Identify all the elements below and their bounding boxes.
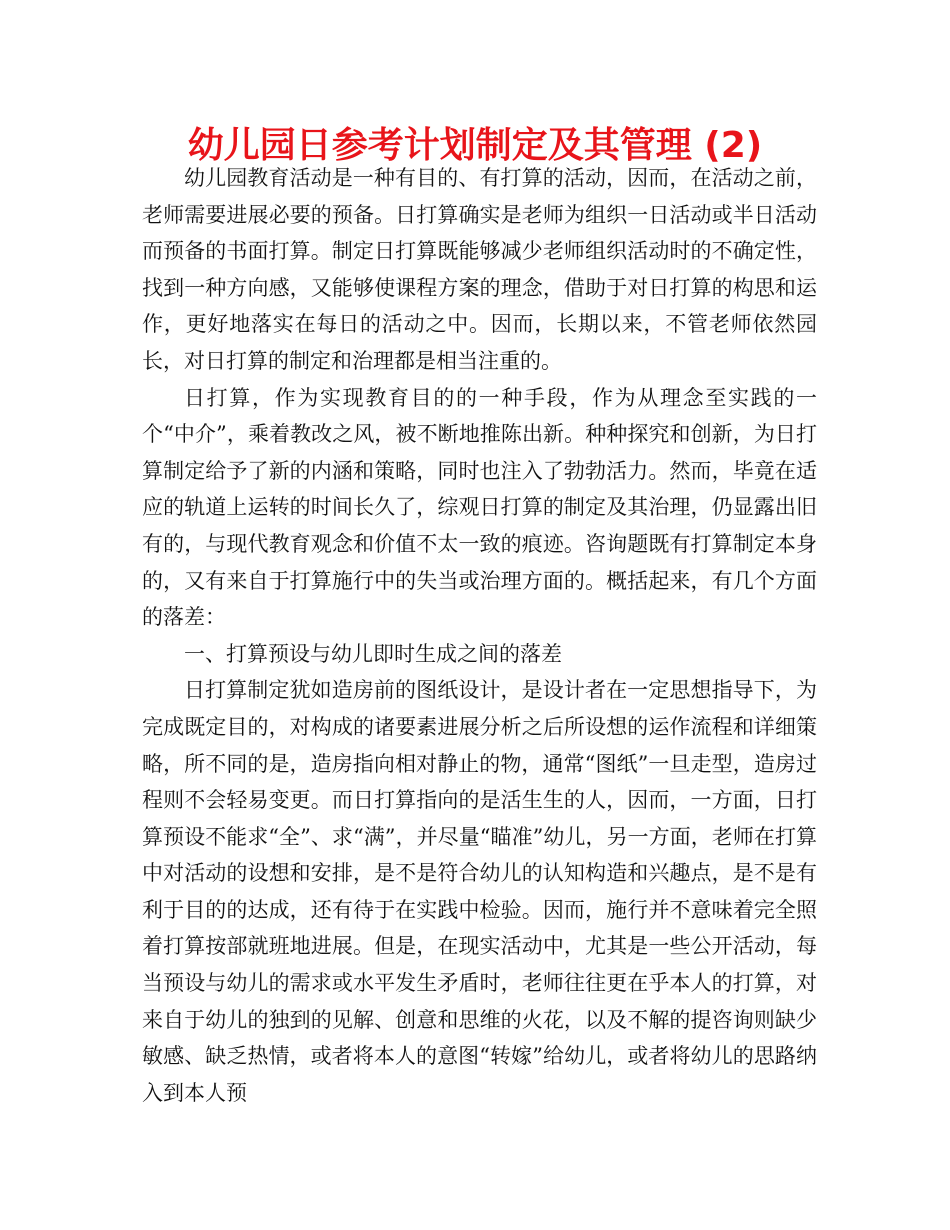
paragraph-intro: 幼儿园教育活动是一种有目的、有打算的活动，因而，在活动之前，老师需要进展必要的预备。日打算确实是老师为组织一日活动或半日活动而预备的书面打算。制定日打算既能够减少老师组织活动时的不确定性，找到一种方向感，又能够使课程方案的理念，借助于对日打算的构思和运作，更好地落实在每日的活动之中。因而，长期以来，不管老师依然园长，对日打算的制定和治理都是相当注重的。 [142,166,817,373]
section-heading-1: 一、打算预设与幼儿即时生成之间的落差 [184,641,562,666]
document-body [142,160,817,1111]
paragraph-section-1: 日打算制定犹如造房前的图纸设计，是设计者在一定思想指导下，为完成既定目的，对构成的诸要素进展分析之后所设想的运作流程和详细策略，所不同的是，造房指向相对静止的物，通常“图纸”一旦走型，造房过程则不会轻易变更。而日打算指向的是活生生的人，因而，一方面，日打算预设不能求“全”、求“满”，并尽量“瞄准”幼儿，另一方面，老师在打算中对活动的设想和安排，是不是符合幼儿的认知构造和兴趣点，是不是有利于目的的达成，还有待于在实践中检验。因而，施行并不意味着完全照着打算按部就班地进展。但是，在现实活动中，尤其是一些公开活动，每当预设与幼儿的需求或水平发生矛盾时，老师往往更在乎本人的打算，对来自于幼儿的独到的见解、创意和思维的火花，以及不解的提咨询则缺少敏感、缺乏热情，或者将本人的意图“转嫁”给幼儿，或者将幼儿的思路纳入到本人预 [142,678,817,1105]
document-title: 幼儿园日参考计划制定及其管理 (2) [187,125,763,166]
paragraph-overview: 日打算，作为实现教育目的的一种手段，作为从理念至实践的一个“中介”，乘着教改之风，被不断地推陈出新。种种探究和创新，为日打算制定给予了新的内涵和策略，同时也注入了勃勃活力。然而，毕竟在适应的轨道上运转的时间长久了，综观日打算的制定及其治理，仍显露出旧有的，与现代教育观念和价值不太一致的痕迹。咨询题既有打算制定本身的，又有来自于打算施行中的失当或治理方面的。概括起来，有几个方面的落差： [142,385,817,630]
